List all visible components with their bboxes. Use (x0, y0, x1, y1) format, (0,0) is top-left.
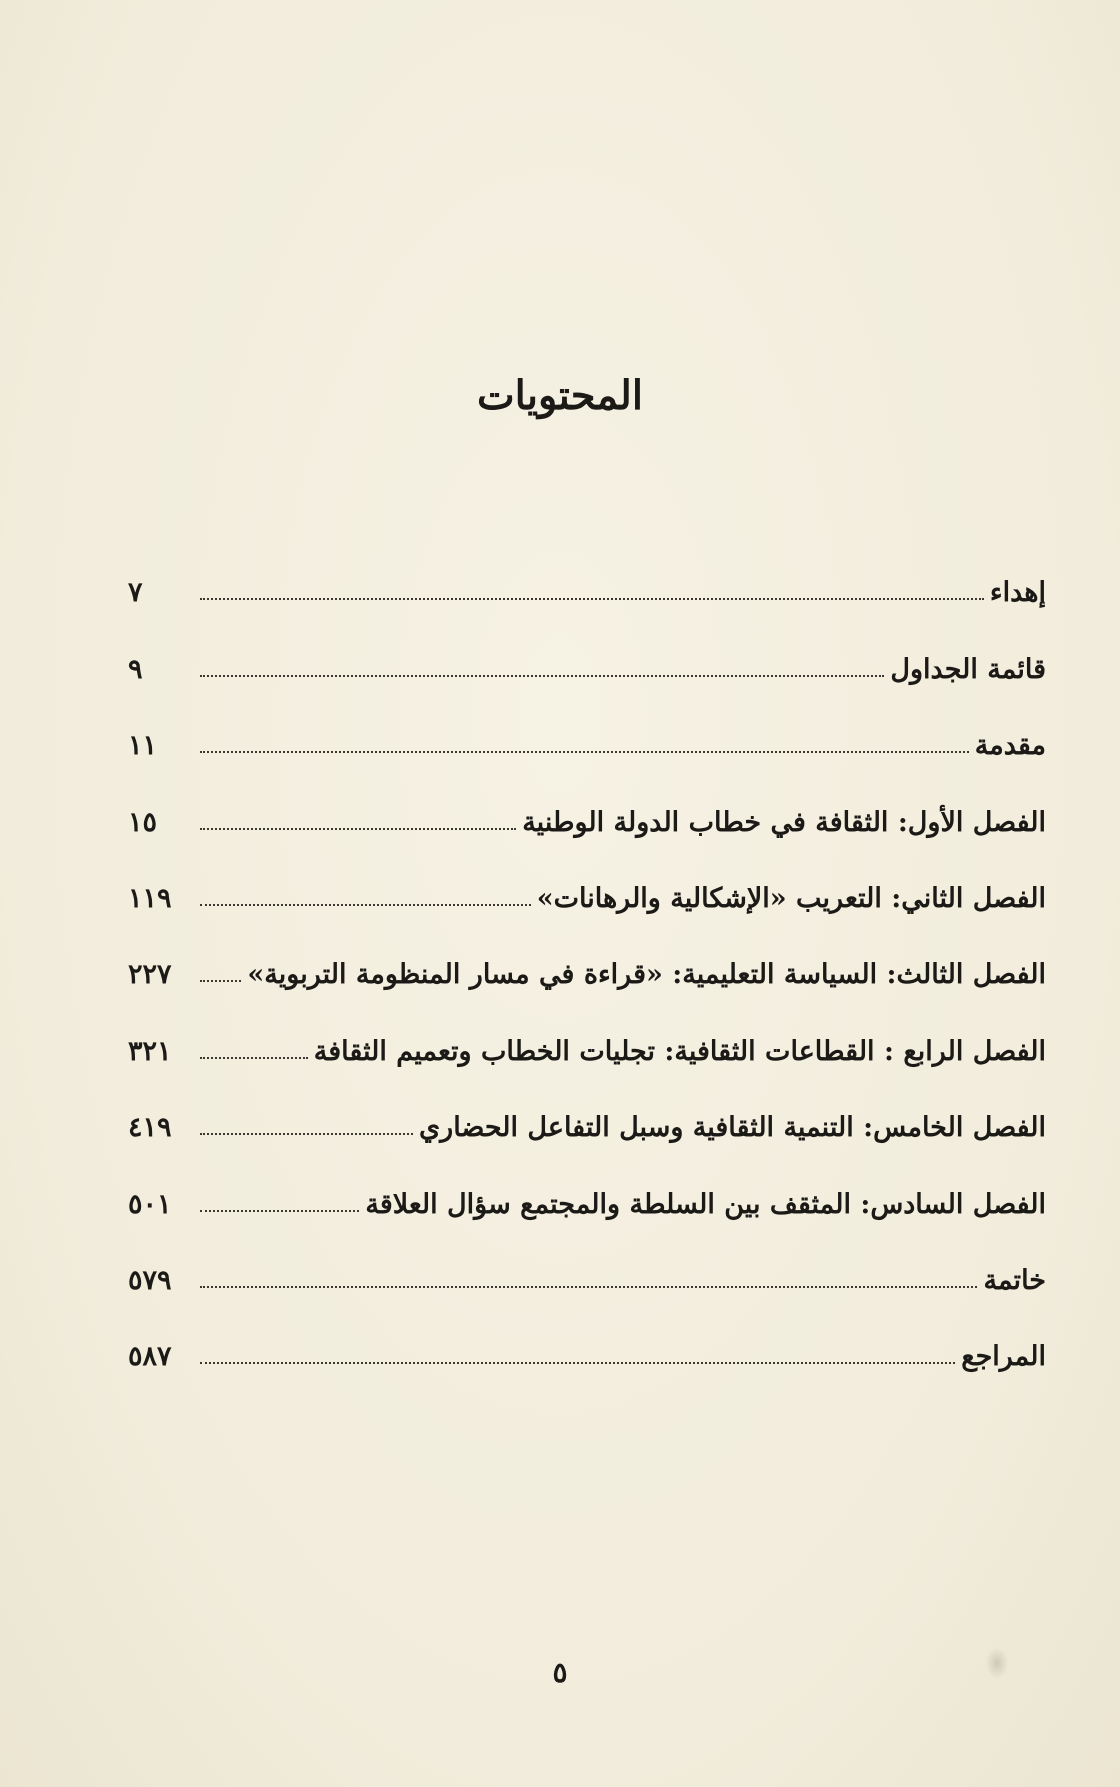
dot-leader (200, 1210, 359, 1212)
paper-smudge (986, 1648, 1008, 1678)
toc-entry-page: ١٥ (128, 806, 158, 838)
dot-leader (200, 598, 984, 600)
toc-entry-label: المراجع (961, 1341, 1046, 1373)
dot-leader (200, 904, 531, 906)
toc-entry-page: ١١ (128, 730, 158, 762)
toc-entry (128, 530, 1046, 609)
table-of-contents (128, 530, 1046, 1373)
toc-entry-page: ٥٠١ (128, 1188, 172, 1220)
toc-entry (128, 683, 1046, 762)
toc-entry-page: ٤١٩ (128, 1112, 172, 1144)
toc-entry (128, 606, 1046, 685)
toc-entry-label: الفصل السادس: المثقف بين السلطة والمجتمع سؤال العلاقة (365, 1188, 1046, 1220)
page-number: ٥ (552, 1656, 568, 1689)
page-title: المحتويات (477, 372, 643, 419)
dot-leader (200, 675, 884, 677)
toc-entry-page: ٩ (128, 653, 143, 685)
toc-entry (128, 1218, 1046, 1294)
toc-entry-label: الفصل الخامس: التنمية الثقافية وسبل التفاعل الحضاري (419, 1112, 1046, 1144)
toc-entry-page: ٧ (128, 577, 143, 609)
toc-entry-label: خاتمة (983, 1264, 1046, 1296)
toc-entry-label: الفصل الثاني: التعريب «الإشكالية والرهانات» (536, 882, 1046, 914)
dot-leader (200, 1286, 977, 1288)
toc-entry-label: الفصل الأول: الثقافة في خطاب الدولة الوطنية (522, 806, 1046, 838)
toc-entry (128, 1294, 1046, 1373)
toc-entry-label: الفصل الرابع : القطاعات الثقافية: تجليات الخطاب وتعميم الثقافة (313, 1035, 1046, 1067)
toc-entry (128, 1141, 1046, 1220)
toc-entry-label: قائمة الجداول (890, 653, 1046, 685)
toc-entry-label: مقدمة (974, 730, 1046, 762)
toc-entry-page: ٣٢١ (128, 1035, 172, 1067)
dot-leader (200, 751, 969, 753)
dot-leader (200, 1133, 413, 1135)
dot-leader (200, 980, 241, 982)
dot-leader (200, 1362, 955, 1364)
toc-entry (128, 759, 1046, 838)
toc-entry (128, 836, 1046, 912)
toc-entry-label: الفصل الثالث: السياسة التعليمية: «قراءة في مسار المنظومة التربوية» (247, 959, 1046, 991)
toc-entry (128, 912, 1046, 991)
dot-leader (200, 828, 516, 830)
dot-leader (200, 1057, 308, 1059)
toc-entry (128, 988, 1046, 1067)
toc-entry-page: ٥٧٩ (128, 1264, 172, 1296)
toc-entry-page: ١١٩ (128, 882, 172, 914)
toc-entry-page: ٥٨٧ (128, 1341, 172, 1373)
toc-entry-page: ٢٢٧ (128, 959, 172, 991)
toc-entry-label: إهداء (989, 577, 1046, 609)
toc-entry (128, 1065, 1046, 1144)
